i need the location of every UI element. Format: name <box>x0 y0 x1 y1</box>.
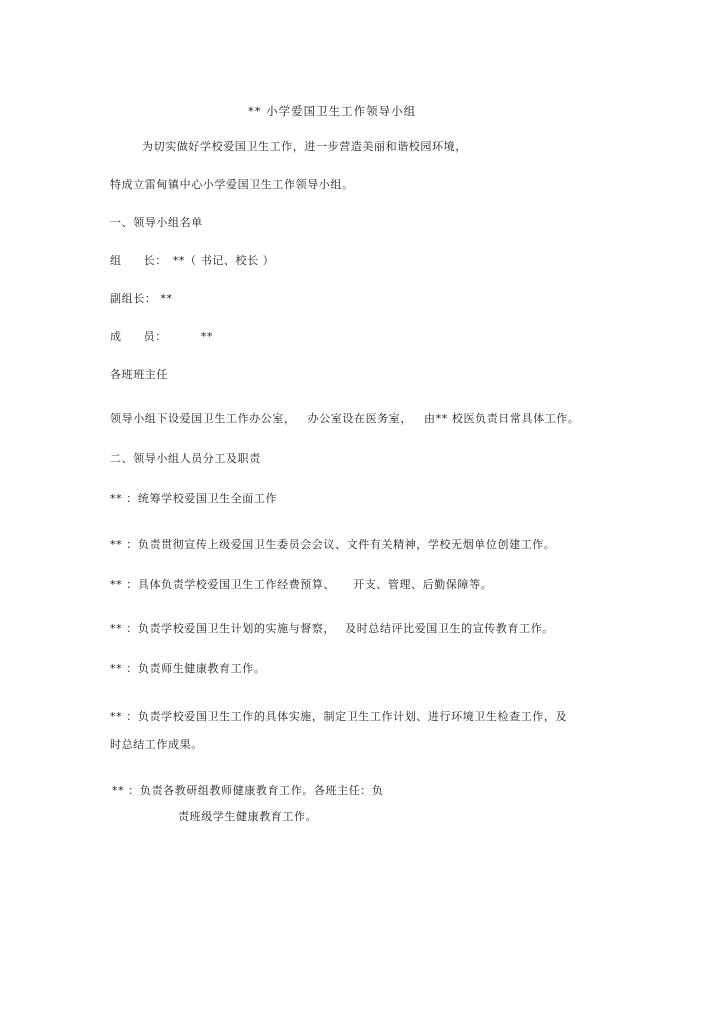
duty-4-part-1: ** ：负责学校爱国卫生计划的实施与督察， <box>110 622 336 635</box>
duty-7-line-2: 责班级学生健康教育工作。 <box>178 810 318 823</box>
duty-3 <box>110 578 492 592</box>
leader-label: 组 <box>110 254 122 267</box>
duty-5: ** ：负责师生健康教育工作。 <box>110 662 266 675</box>
office-row <box>110 412 580 426</box>
section-heading-2: 二、领导小组人员分工及职责 <box>110 452 261 465</box>
office-part-1: 领导小组下设爱国卫生工作办公室， <box>110 412 296 425</box>
deputy-value: ** <box>160 292 173 305</box>
duty-4-part-2: 及时总结评比爱国卫生的宣传教育工作。 <box>345 622 554 635</box>
duty-6-line-2: 时总结工作成果。 <box>110 738 203 751</box>
office-part-2: 办公室设在医务室， <box>307 412 413 425</box>
duty-1: ** ：统筹学校爱国卫生全面工作 <box>110 492 278 505</box>
member-value: ** <box>200 330 214 343</box>
member-row <box>110 330 213 344</box>
leader-row <box>110 254 274 268</box>
leader-label-2: 长： <box>143 254 167 267</box>
duty-6-line-1: ** ：负责学校爱国卫生工作的具体实施，制定卫生工作计划、进行环境卫生检查工作，及 <box>110 710 568 723</box>
member-label: 成 <box>110 330 122 343</box>
member-extra: 各班班主任 <box>110 368 168 381</box>
member-label-2: 员： <box>143 330 167 343</box>
section-heading-1: 一、领导小组名单 <box>110 216 203 229</box>
office-part-3: 由** 校医负责日常具体工作。 <box>424 412 580 425</box>
deputy-row <box>110 292 173 306</box>
duty-3-part-2: 开支、管理、后勤保障等。 <box>353 578 493 591</box>
duty-4 <box>110 622 554 636</box>
duty-7-line-1: ** ：负责各教研组教师健康教育工作。各班主任：负 <box>112 784 384 797</box>
leader-value: **（ 书记、校长 ） <box>172 254 275 267</box>
document-title: ** 小学爱国卫生工作领导小组 <box>248 104 417 118</box>
deputy-label: 副组长： <box>110 292 157 305</box>
intro-line-1: 为切实做好学校爱国卫生工作，进一步营造美丽和谐校园环境， <box>142 140 467 153</box>
intro-line-2: 特成立雷甸镇中心小学爱国卫生工作领导小组。 <box>110 178 354 191</box>
duty-3-part-1: ** ：具体负责学校爱国卫生工作经费预算、 <box>110 578 336 591</box>
duty-2: ** ：负责贯彻宣传上级爱国卫生委员会会议、文件有关精神，学校无烟单位创建工作。 <box>110 538 556 551</box>
